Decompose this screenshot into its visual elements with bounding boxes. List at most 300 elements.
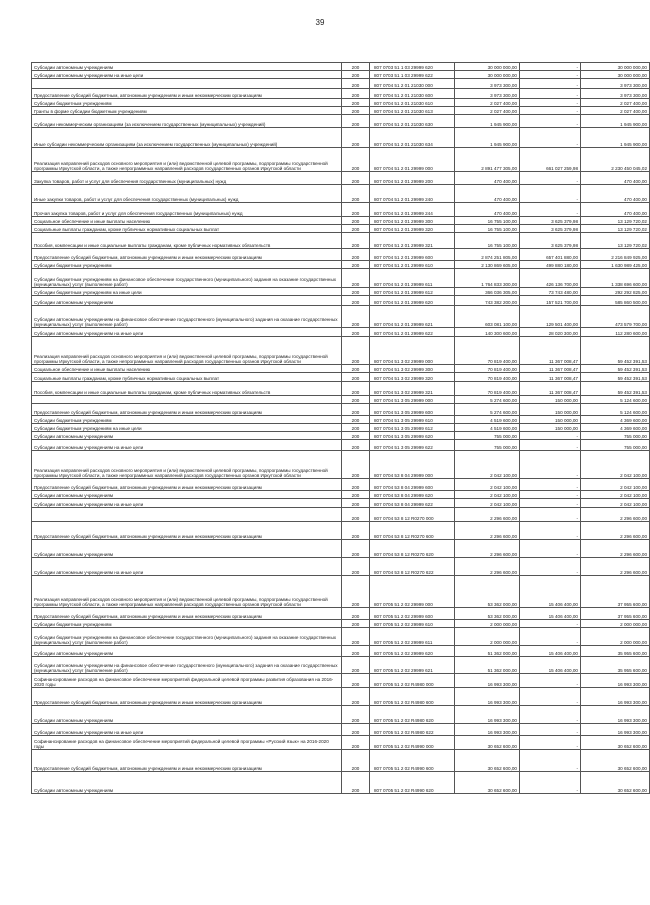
row-code: 200 [342,382,370,396]
row-total: 70 819 400,00 [455,373,520,382]
row-column3: 16 993 300,00 [581,688,650,706]
table-row [32,508,650,522]
row-classification: 807 0705 51 2 02 R4980 622 [370,724,455,736]
row-column3: 35 955 600,00 [581,657,650,674]
row-column3: 4 369 600,00 [581,424,650,432]
row-column3: 2 296 600,00 [581,540,650,558]
row-total: 4 519 600,00 [455,416,520,424]
row-name: Предоставление субсидий бюджетным, автономным учреждениям и иным некоммерческим организациям [32,404,342,416]
row-column3: 2 230 450 045,02 [581,148,650,172]
row-name [32,79,342,89]
row-code: 200 [342,288,370,296]
row-classification: 807 0704 53 8 12 R0270 620 [370,540,455,558]
row-total: 30 652 600,00 [455,772,520,794]
row-name: Субсидии автономным учреждениям [32,540,342,558]
row-name [32,508,342,522]
row-code: 200 [342,115,370,128]
table-row [32,657,650,674]
row-code: 200 [342,328,370,337]
table-row [32,365,650,373]
row-code: 200 [342,479,370,491]
table-row [32,269,650,288]
row-code: 200 [342,772,370,794]
table-row [32,491,650,499]
row-column2: - [520,558,581,576]
row-classification: 807 0704 51 2 01 29999 321 [370,233,455,249]
row-name: Пособия, компенсации и иные социальные выплаты гражданам, кроме публичных нормативных обязательств [32,382,342,396]
table-row [32,63,650,71]
row-total: 30 000 000,00 [455,63,520,71]
row-code: 200 [342,99,370,107]
table-row [32,382,650,396]
row-classification: 807 0704 51 3 05 29999 000 [370,396,455,404]
table-row [32,499,650,508]
row-column2: - [520,750,581,772]
row-code: 200 [342,440,370,451]
table-row [32,404,650,416]
row-code: 200 [342,337,370,365]
row-column3: 2 042 100,00 [581,491,650,499]
row-column3: 13 129 720,02 [581,233,650,249]
table-row [32,337,650,365]
table-row [32,674,650,688]
row-code: 200 [342,269,370,288]
row-name: Субсидии некоммерческим организациям (за исключением государственных (муниципальных) учреждений) [32,115,342,128]
row-column2: 15 406 400,00 [520,608,581,620]
row-name: Субсидии бюджетным учреждениям на иные цели [32,288,342,296]
row-classification: 807 0703 51 1 03 29999 620 [370,63,455,71]
row-column2: - [520,736,581,750]
row-column2: 150 000,00 [520,396,581,404]
row-column2: - [520,628,581,646]
budget-table-body [32,63,650,794]
row-total: 16 755 100,00 [455,217,520,225]
row-column3: 59 452 391,53 [581,373,650,382]
row-column3: 755 000,00 [581,440,650,451]
row-column3: 16 993 300,00 [581,674,650,688]
row-name: Субсидии бюджетным учреждениям на финансовое обеспечение государственного (муниципального) задания на оказание государственных (муниципальных) услуг (выполнение работ) [32,628,342,646]
row-column3: 2 027 400,00 [581,99,650,107]
table-row [32,203,650,217]
row-total: 16 993 300,00 [455,706,520,724]
row-name: Субсидии автономным учреждениям [32,706,342,724]
table-row [32,736,650,750]
row-column2: - [520,432,581,440]
row-classification: 807 0705 51 2 02 R4990 000 [370,736,455,750]
table-row [32,217,650,225]
row-name: Субсидии автономным учреждениям [32,491,342,499]
row-name: Предоставление субсидий бюджетным, автономным учреждениям и иным некоммерческим организациям [32,249,342,261]
row-column3: 30 652 600,00 [581,736,650,750]
row-code: 200 [342,373,370,382]
row-total: 16 755 100,00 [455,233,520,249]
row-column2: 157 521 700,00 [520,296,581,306]
row-name: Субсидии автономным учреждениям на иные цели [32,499,342,508]
row-total: 2 000 000,00 [455,620,520,628]
row-classification: 807 0705 51 2 02 29999 611 [370,628,455,646]
table-row [32,261,650,269]
row-column3: 4 369 600,00 [581,416,650,424]
row-total: 70 819 400,00 [455,382,520,396]
row-column3: 2 027 400,00 [581,107,650,115]
row-code: 200 [342,225,370,233]
table-row [32,646,650,657]
table-row [32,688,650,706]
row-column3: 585 860 500,00 [581,296,650,306]
row-total: 2 296 600,00 [455,508,520,522]
table-row [32,185,650,203]
row-column2: 15 406 400,00 [520,576,581,608]
row-name [32,396,342,404]
row-classification: 807 0705 51 2 02 29999 600 [370,608,455,620]
row-column3: 30 652 600,00 [581,772,650,794]
row-name: Социальное обеспечение и иные выплаты населению [32,217,342,225]
row-code: 200 [342,71,370,79]
row-code: 200 [342,608,370,620]
row-name: Субсидии автономным учреждениям [32,432,342,440]
row-code: 200 [342,404,370,416]
row-code: 200 [342,89,370,99]
row-column2: 661 027 259,98 [520,148,581,172]
row-name: Субсидии автономным учреждениям на иные цели [32,724,342,736]
row-classification: 807 0705 51 2 02 R4980 600 [370,688,455,706]
row-code: 200 [342,203,370,217]
row-name: Субсидии автономным учреждениям на иные цели [32,440,342,451]
row-total: 2 042 100,00 [455,451,520,479]
table-row [32,772,650,794]
row-column2: - [520,71,581,79]
row-code: 200 [342,491,370,499]
row-name: Прочая закупка товаров, работ и услуг для обеспечения государственных (муниципальных) нужд [32,203,342,217]
row-column3: 59 452 391,53 [581,382,650,396]
row-column3: 3 973 300,00 [581,79,650,89]
row-column2: - [520,63,581,71]
row-classification: 807 0705 51 2 02 R4980 620 [370,706,455,724]
row-classification: 807 0705 51 2 02 R4980 000 [370,674,455,688]
row-total: 16 755 100,00 [455,225,520,233]
row-name: Предоставление субсидий бюджетным, автономным учреждениям и иным некоммерческим организациям [32,89,342,99]
row-classification: 807 0705 51 2 02 29999 621 [370,657,455,674]
row-column3: 13 129 720,02 [581,217,650,225]
row-total: 755 000,00 [455,440,520,451]
row-code: 200 [342,724,370,736]
row-classification: 807 0704 51 3 05 29999 612 [370,424,455,432]
row-classification: 807 0704 51 2 01 29999 622 [370,328,455,337]
row-name: Субсидии автономным учреждениям на иные цели [32,328,342,337]
row-code: 200 [342,750,370,772]
row-code: 200 [342,522,370,540]
row-column2: 11 367 008,47 [520,337,581,365]
row-code: 200 [342,365,370,373]
row-code: 200 [342,416,370,424]
row-column2: - [520,115,581,128]
row-name: Социальное обеспечение и иные выплаты населению [32,365,342,373]
row-column3: 2 296 600,00 [581,508,650,522]
row-total: 2 000 000,00 [455,628,520,646]
row-column3: 37 955 600,00 [581,576,650,608]
row-classification: 807 0704 53 8 04 29999 000 [370,451,455,479]
row-total: 2 296 600,00 [455,558,520,576]
table-row [32,750,650,772]
row-total: 2 027 400,00 [455,107,520,115]
row-total: 1 945 900,00 [455,128,520,148]
table-row [32,440,650,451]
row-column3: 30 000 000,00 [581,63,650,71]
row-classification: 807 0704 51 2 01 29999 200 [370,172,455,185]
row-column3: 2 296 600,00 [581,558,650,576]
table-row [32,89,650,99]
row-code: 200 [342,79,370,89]
row-column2: - [520,451,581,479]
row-code: 200 [342,674,370,688]
row-name: Субсидии бюджетным учреждениям на финансовое обеспечение государственного (муниципального) задания на оказание государственных (муниципальных) услуг (выполнение работ) [32,269,342,288]
row-column3: 1 338 696 600,00 [581,269,650,288]
row-total: 70 819 400,00 [455,365,520,373]
row-classification: 807 0704 53 8 04 29999 620 [370,491,455,499]
row-name: Субсидии автономным учреждениям [32,296,342,306]
row-name: Софинансирование расходов на финансовое обеспечение мероприятий федеральной целевой программы развития образования на 2016-2020 годы [32,674,342,688]
row-code: 200 [342,128,370,148]
row-code: 200 [342,306,370,328]
row-classification: 807 0705 51 2 02 29999 000 [370,576,455,608]
row-classification: 807 0704 53 8 12 R0270 622 [370,558,455,576]
row-code: 200 [342,688,370,706]
row-column3: 3 973 300,00 [581,89,650,99]
row-column2: 657 401 880,00 [520,249,581,261]
row-total: 30 000 000,00 [455,71,520,79]
row-code: 200 [342,657,370,674]
row-column2: - [520,706,581,724]
row-total: 51 362 000,00 [455,646,520,657]
row-total: 16 993 300,00 [455,688,520,706]
row-column2: - [520,508,581,522]
row-classification: 807 0704 51 2 01 29999 610 [370,261,455,269]
row-code: 200 [342,63,370,71]
row-total: 53 362 000,00 [455,576,520,608]
row-code: 200 [342,558,370,576]
table-row [32,373,650,382]
table-row [32,249,650,261]
row-name: Предоставление субсидий бюджетным, автономным учреждениям и иным некоммерческим организациям [32,688,342,706]
row-name: Реализация направлений расходов основного мероприятия и (или) ведомственной целевой программы, подпрограммы государственной программы Иркутской области, а также непрограммных направлений расходов государственных органов Иркутской области [32,576,342,608]
row-code: 200 [342,451,370,479]
row-classification: 807 0704 51 3 05 29999 622 [370,440,455,451]
table-row [32,479,650,491]
row-total: 1 764 833 300,00 [455,269,520,288]
table-row [32,71,650,79]
row-column3: 16 993 300,00 [581,706,650,724]
row-total: 30 652 600,00 [455,750,520,772]
row-column3: 1 945 900,00 [581,128,650,148]
row-classification: 807 0704 53 8 04 29999 622 [370,499,455,508]
row-column2: 15 406 400,00 [520,646,581,657]
row-classification: 807 0704 53 8 12 R0270 000 [370,508,455,522]
row-code: 200 [342,233,370,249]
row-column2: 11 367 008,47 [520,382,581,396]
row-column2: - [520,688,581,706]
row-name: Субсидии автономным учреждениям [32,63,342,71]
row-column3: 292 292 825,00 [581,288,650,296]
row-column3: 16 993 300,00 [581,724,650,736]
row-classification: 807 0704 51 3 02 29999 321 [370,382,455,396]
row-column2: - [520,440,581,451]
row-column3: 37 955 600,00 [581,608,650,620]
row-column2: - [520,724,581,736]
row-total: 140 300 600,00 [455,328,520,337]
row-classification: 807 0704 51 3 02 29999 320 [370,373,455,382]
row-classification: 807 0704 51 2 01 29999 240 [370,185,455,203]
row-column3: 112 280 600,00 [581,328,650,337]
table-row [32,306,650,328]
table-row [32,148,650,172]
row-name: Реализация направлений расходов основного мероприятия и (или) ведомственной целевой программы, подпрограммы государственной программы Иркутской области, а также непрограммных направлений расходов государственных органов Иркутской области [32,148,342,172]
table-row [32,540,650,558]
row-classification: 807 0704 51 2 01 29999 611 [370,269,455,288]
table-row [32,522,650,540]
row-name: Социальные выплаты гражданам, кроме публичных нормативных социальных выплат [32,225,342,233]
row-classification: 807 0704 51 3 05 29999 610 [370,416,455,424]
row-total: 2 027 400,00 [455,99,520,107]
row-column2: - [520,540,581,558]
row-name: Софинансирование расходов на финансовое обеспечение мероприятий федеральной целевой программы «Русский язык» на 2016-2020 годы [32,736,342,750]
row-code: 200 [342,261,370,269]
row-total: 2 130 869 605,00 [455,261,520,269]
row-column2: 3 625 379,98 [520,225,581,233]
row-classification: 807 0704 51 3 05 29999 600 [370,404,455,416]
row-column3: 2 000 000,00 [581,628,650,646]
row-classification: 807 0704 51 2 01 21030 630 [370,115,455,128]
row-total: 16 993 300,00 [455,674,520,688]
row-name: Реализация направлений расходов основного мероприятия и (или) ведомственной целевой программы, подпрограммы государственной программы Иркутской области, а также непрограммных направлений расходов государственных органов Иркутской области [32,337,342,365]
table-row [32,432,650,440]
row-code: 200 [342,217,370,225]
row-code: 200 [342,296,370,306]
row-name: Реализация направлений расходов основного мероприятия и (или) ведомственной целевой программы, подпрограммы государственной программы Иркутской области, а также непрограммных направлений расходов государственных органов Иркутской области [32,451,342,479]
table-row [32,115,650,128]
table-row [32,107,650,115]
row-classification: 807 0704 51 2 01 29999 320 [370,225,455,233]
row-column3: 5 124 600,00 [581,404,650,416]
row-column3: 2 296 600,00 [581,522,650,540]
row-classification: 807 0704 53 8 12 R0270 600 [370,522,455,540]
table-row [32,128,650,148]
table-row [32,451,650,479]
row-total: 2 296 600,00 [455,540,520,558]
row-column3: 473 579 700,00 [581,306,650,328]
row-classification: 807 0705 51 2 02 29999 610 [370,620,455,628]
row-name: Субсидии бюджетным учреждениям [32,99,342,107]
row-name: Субсидии автономным учреждениям [32,772,342,794]
table-row [32,628,650,646]
row-classification: 807 0705 51 2 02 29999 620 [370,646,455,657]
row-classification: 807 0704 51 3 02 29999 000 [370,337,455,365]
row-column2: 15 406 400,00 [520,657,581,674]
table-row [32,99,650,107]
row-name: Предоставление субсидий бюджетным, автономным учреждениям и иным некоммерческим организациям [32,479,342,491]
row-name: Субсидии бюджетным учреждениям [32,620,342,628]
row-column2: - [520,107,581,115]
row-code: 200 [342,148,370,172]
row-column2: 426 136 700,00 [520,269,581,288]
table-row [32,296,650,306]
row-total: 2 042 100,00 [455,499,520,508]
row-column3: 1 945 900,00 [581,115,650,128]
row-classification: 807 0704 51 2 01 29999 600 [370,249,455,261]
table-row [32,233,650,249]
table-row [32,424,650,432]
row-column2: 3 625 379,98 [520,217,581,225]
table-row [32,706,650,724]
row-column3: 470 400,00 [581,172,650,185]
row-column2: - [520,620,581,628]
row-total: 53 362 000,00 [455,608,520,620]
row-column2: - [520,79,581,89]
row-column2: - [520,203,581,217]
row-column2: 499 880 180,00 [520,261,581,269]
row-column2: - [520,479,581,491]
row-total: 470 400,00 [455,172,520,185]
page-number: 39 [315,18,325,27]
row-column3: 2 042 100,00 [581,479,650,491]
row-classification: 807 0704 51 3 05 29999 620 [370,432,455,440]
row-column3: 59 452 391,53 [581,365,650,373]
row-total: 755 000,00 [455,432,520,440]
row-total: 4 519 600,00 [455,424,520,432]
table-row [32,328,650,337]
row-total: 2 891 477 305,00 [455,148,520,172]
table-row [32,416,650,424]
row-classification: 807 0704 51 2 01 21030 613 [370,107,455,115]
row-column2: 11 367 008,47 [520,373,581,382]
budget-table [31,62,650,794]
row-column2: 11 367 008,47 [520,365,581,373]
row-total: 470 400,00 [455,185,520,203]
row-column2: - [520,172,581,185]
row-total: 5 274 600,00 [455,404,520,416]
row-classification: 807 0705 51 2 02 R4990 620 [370,772,455,794]
row-column3: 1 630 989 425,00 [581,261,650,269]
row-column3: 59 452 391,53 [581,337,650,365]
row-column3: 470 400,00 [581,185,650,203]
row-column3: 30 000 000,00 [581,71,650,79]
row-classification: 807 0704 51 2 01 29999 620 [370,296,455,306]
row-name: Субсидии бюджетным учреждениям на иные цели [32,424,342,432]
row-code: 200 [342,249,370,261]
row-code: 200 [342,432,370,440]
row-column3: 35 955 600,00 [581,646,650,657]
row-classification: 807 0705 51 2 02 R4990 600 [370,750,455,772]
table-row [32,396,650,404]
row-classification: 807 0704 51 2 01 21030 610 [370,99,455,107]
row-total: 2 874 251 805,00 [455,249,520,261]
row-classification: 807 0704 51 2 01 21030 600 [370,89,455,99]
row-column2: 150 000,00 [520,404,581,416]
row-name: Субсидии автономным учреждениям на финансовое обеспечение государственного (муниципального) задания на оказание государственных (муниципальных) услуг (выполнение работ) [32,306,342,328]
row-name: Иные закупки товаров, работ и услуг для обеспечения государственных (муниципальных) нужд [32,185,342,203]
row-name: Субсидии автономным учреждениям на иные цели [32,71,342,79]
row-total: 5 274 600,00 [455,396,520,404]
row-column2: 28 020 300,00 [520,328,581,337]
row-total: 2 296 600,00 [455,522,520,540]
row-name: Субсидии автономным учреждениям на финансовое обеспечение государственного (муниципального) задания на оказание государственных (муниципальных) услуг (выполнение работ) [32,657,342,674]
row-total: 743 382 200,00 [455,296,520,306]
row-total: 51 362 000,00 [455,657,520,674]
row-total: 603 081 100,00 [455,306,520,328]
row-name: Предоставление субсидий бюджетным, автономным учреждениям и иным некоммерческим организациям [32,608,342,620]
row-name: Субсидии автономным учреждениям на иные цели [32,558,342,576]
row-code: 200 [342,576,370,608]
row-total: 2 042 100,00 [455,479,520,491]
